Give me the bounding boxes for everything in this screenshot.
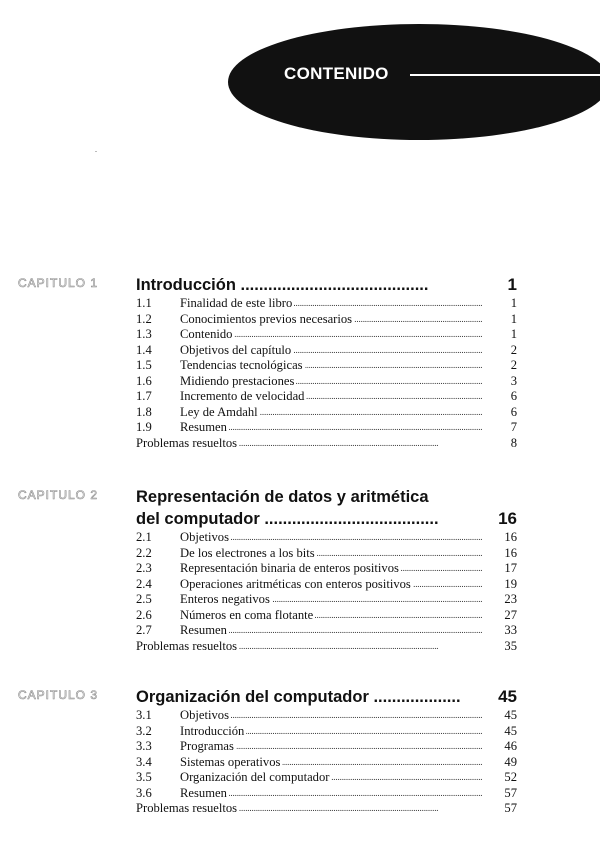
section-page: 17 [504,561,517,575]
toc-entry[interactable] [136,770,517,786]
toc-entry[interactable] [136,608,517,624]
section-page: 3 [510,373,517,388]
section-title: Midiendo prestaciones [180,373,295,388]
toc-entry[interactable] [136,724,517,740]
chapter-title-line: del computador [136,510,260,528]
section-number: 1.1 [136,296,152,310]
section-page: 52 [504,770,517,784]
problems-page: 8 [510,435,517,450]
chapter-title-cont[interactable]: del computador ...................................... [136,510,439,528]
chapter-title-line: Organización del computador [136,688,369,706]
section-number: 2.3 [136,561,152,575]
section-title: Representación binaria de enteros positivos [180,561,399,575]
section-title: Incremento de velocidad [180,389,305,403]
section-number: 1.3 [136,327,152,341]
scan-speck [95,151,97,152]
section-number: 1.6 [136,373,152,388]
section-list [136,530,517,654]
toc-entry[interactable] [136,592,517,608]
problems-title: Problemas resueltos [136,801,238,815]
section-number: 2.4 [136,576,152,591]
toc-entry[interactable] [136,530,517,546]
section-page: 1 [510,311,517,326]
section-number: 1.5 [136,358,152,372]
section-title: Resumen [180,623,227,637]
chapter-title[interactable]: Organización del computador ................... [136,688,461,706]
section-page: 27 [504,607,517,622]
section-title: Conocimientos previos necesarios [180,311,353,326]
section-title: Ley de Amdahl [180,404,258,419]
toc-entry-problems[interactable] [136,639,517,655]
section-page: 6 [510,404,517,419]
section-title: Finalidad de este libro [180,296,293,310]
section-number: 3.3 [136,739,152,753]
chapter-title-line: Representación de datos y aritmética [136,488,429,506]
section-number: 1.4 [136,342,152,357]
section-title: Números en coma flotante [180,607,314,622]
section-title: Organización del computador [180,770,330,784]
problems-title: Problemas resueltos [136,638,238,653]
toc-entry[interactable] [136,577,517,593]
problems-title: Problemas resueltos [136,435,238,450]
problems-page: 35 [504,638,517,653]
chapter-title[interactable]: Introducción ......................................... [136,276,429,294]
section-number: 1.7 [136,389,152,403]
section-page: 46 [504,739,517,753]
toc-entry[interactable] [136,312,517,328]
toc-entry[interactable] [136,405,517,421]
section-list [136,708,517,817]
section-page: 6 [510,389,517,403]
chapter-label: CAPITULO 1 [18,276,99,290]
section-title: Objetivos [180,708,229,722]
section-number: 3.4 [136,754,152,769]
toc-entry[interactable] [136,389,517,405]
toc-entry[interactable] [136,296,517,312]
toc-entry[interactable] [136,623,517,639]
section-title: Operaciones aritméticas con enteros positivos [180,576,411,591]
section-number: 3.6 [136,785,152,800]
section-page: 19 [504,576,517,591]
toc-entry[interactable] [136,327,517,343]
chapter-page: 45 [498,687,517,706]
banner-rule [410,74,600,76]
toc-entry[interactable] [136,786,517,802]
section-page: 45 [504,723,517,738]
chapter-page: 16 [498,509,517,528]
chapter-title[interactable] [136,488,492,506]
section-number: 3.2 [136,723,152,738]
section-page: 1 [510,296,517,310]
toc-entry[interactable] [136,343,517,359]
toc-entry-problems[interactable] [136,436,517,452]
chapter-title-line: Introducción [136,276,236,294]
section-number: 1.8 [136,404,152,419]
section-page: 49 [504,754,517,769]
chapter-page: 1 [507,275,517,294]
toc-entry[interactable] [136,708,517,724]
section-title: Contenido [180,327,233,341]
section-number: 2.7 [136,623,152,637]
section-title: Tendencias tecnológicas [180,358,303,372]
problems-page: 57 [504,801,517,815]
toc-entry[interactable] [136,739,517,755]
chapter-label: CAPITULO 3 [18,688,99,702]
page-title: CONTENIDO [284,64,389,83]
section-title: Programas [180,739,234,753]
section-title: Resumen [180,420,227,434]
section-number: 1.2 [136,311,152,326]
toc-entry[interactable] [136,755,517,771]
section-number: 2.6 [136,607,152,622]
toc-entry[interactable] [136,374,517,390]
section-number: 1.9 [136,420,152,434]
section-page: 45 [504,708,517,722]
chapter-label: CAPITULO 2 [18,488,99,502]
section-page: 23 [504,592,517,606]
section-number: 3.1 [136,708,152,722]
toc-entry-problems[interactable] [136,801,517,817]
section-title: De los electrones a los bits [180,545,315,560]
section-title: Introducción [180,723,245,738]
section-page: 1 [510,327,517,341]
section-page: 7 [510,420,517,434]
section-title: Enteros negativos [180,592,270,606]
section-page: 33 [504,623,517,637]
section-page: 2 [510,342,517,357]
section-number: 2.2 [136,545,152,560]
section-page: 2 [510,358,517,372]
section-title: Objetivos del capítulo [180,342,292,357]
section-page: 16 [504,530,517,544]
toc-entry[interactable] [136,358,517,374]
section-number: 2.1 [136,530,152,544]
section-page: 16 [504,545,517,560]
section-title: Objetivos [180,530,229,544]
section-number: 2.5 [136,592,152,606]
toc-entry[interactable] [136,420,517,436]
section-title: Resumen [180,785,227,800]
toc-entry[interactable] [136,546,517,562]
section-list [136,296,517,451]
toc-entry[interactable] [136,561,517,577]
section-title: Sistemas operativos [180,754,281,769]
section-page: 57 [504,785,517,800]
section-number: 3.5 [136,770,152,784]
